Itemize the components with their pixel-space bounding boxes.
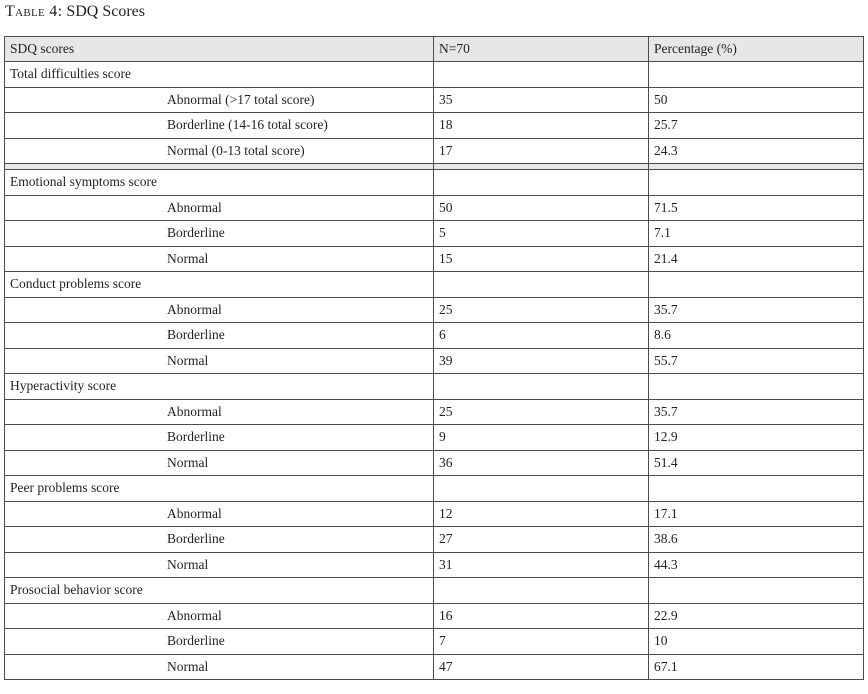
row-label: Abnormal: [5, 297, 434, 323]
row-n: 15: [434, 246, 649, 272]
row-percentage: 51.4: [649, 450, 864, 476]
section-row-hyperactivity: [5, 374, 864, 400]
section-row-peer-problems: [5, 476, 864, 502]
row-n: 36: [434, 450, 649, 476]
row-n: 9: [434, 425, 649, 451]
table-number: Table 4:: [5, 3, 63, 20]
empty-cell: [434, 476, 649, 502]
row-label: Normal: [5, 552, 434, 578]
table-row: [5, 297, 864, 323]
row-n: 27: [434, 527, 649, 553]
row-percentage: 35.7: [649, 399, 864, 425]
table-row: [5, 527, 864, 553]
row-label: Abnormal (>17 total score): [5, 87, 434, 113]
row-percentage: 7.1: [649, 221, 864, 247]
row-percentage: 17.1: [649, 501, 864, 527]
row-percentage: 8.6: [649, 323, 864, 349]
row-label: Normal: [5, 348, 434, 374]
section-title: Conduct problems score: [5, 272, 434, 298]
row-n: 17: [434, 138, 649, 164]
row-percentage: 44.3: [649, 552, 864, 578]
section-title: Hyperactivity score: [5, 374, 434, 400]
row-label: Borderline: [5, 629, 434, 655]
section-row-emotional-symptoms: [5, 170, 864, 196]
row-label: Borderline: [5, 425, 434, 451]
row-percentage: 24.3: [649, 138, 864, 164]
empty-cell: [434, 374, 649, 400]
row-label: Borderline: [5, 221, 434, 247]
row-percentage: 10: [649, 629, 864, 655]
table-row: [5, 654, 864, 680]
header-cell-percentage: Percentage (%): [649, 37, 864, 62]
empty-cell: [649, 374, 864, 400]
table-row: [5, 629, 864, 655]
table-row: [5, 195, 864, 221]
row-n: 18: [434, 113, 649, 139]
row-percentage: 38.6: [649, 527, 864, 553]
row-n: 31: [434, 552, 649, 578]
row-n: 39: [434, 348, 649, 374]
row-label: Abnormal: [5, 501, 434, 527]
row-percentage: 71.5: [649, 195, 864, 221]
empty-cell: [434, 272, 649, 298]
section-title: Total difficulties score: [5, 62, 434, 88]
table-caption: [5, 2, 145, 22]
empty-cell: [434, 578, 649, 604]
table-row: [5, 87, 864, 113]
row-percentage: 55.7: [649, 348, 864, 374]
section-row-prosocial-behavior: [5, 578, 864, 604]
empty-cell: [649, 476, 864, 502]
table-body: [5, 37, 864, 680]
empty-cell: [434, 62, 649, 88]
row-n: 16: [434, 603, 649, 629]
row-n: 25: [434, 399, 649, 425]
empty-cell: [649, 62, 864, 88]
section-row-total-difficulties: [5, 62, 864, 88]
table-row: [5, 399, 864, 425]
row-percentage: 25.7: [649, 113, 864, 139]
empty-cell: [434, 170, 649, 196]
row-n: 7: [434, 629, 649, 655]
row-label: Borderline: [5, 527, 434, 553]
table-row: [5, 425, 864, 451]
table-row: [5, 552, 864, 578]
table-row: [5, 221, 864, 247]
table-row: [5, 450, 864, 476]
row-n: 47: [434, 654, 649, 680]
row-n: 35: [434, 87, 649, 113]
table-row: [5, 138, 864, 164]
row-label: Abnormal: [5, 399, 434, 425]
table-row: [5, 113, 864, 139]
header-cell-sdq-scores: SDQ scores: [5, 37, 434, 62]
row-label: Borderline: [5, 323, 434, 349]
row-label: Normal: [5, 654, 434, 680]
row-n: 50: [434, 195, 649, 221]
section-title: Prosocial behavior score: [5, 578, 434, 604]
empty-cell: [649, 272, 864, 298]
row-percentage: 50: [649, 87, 864, 113]
table-row: [5, 323, 864, 349]
row-percentage: 22.9: [649, 603, 864, 629]
row-label: Borderline (14-16 total score): [5, 113, 434, 139]
row-label: Abnormal: [5, 603, 434, 629]
row-label: Normal (0-13 total score): [5, 138, 434, 164]
row-label: Normal: [5, 246, 434, 272]
sdq-scores-table: [4, 36, 864, 680]
row-percentage: 12.9: [649, 425, 864, 451]
table-row: [5, 246, 864, 272]
section-title: Emotional symptoms score: [5, 170, 434, 196]
row-label: Abnormal: [5, 195, 434, 221]
table-row: [5, 348, 864, 374]
row-percentage: 35.7: [649, 297, 864, 323]
section-row-conduct-problems: [5, 272, 864, 298]
section-title: Peer problems score: [5, 476, 434, 502]
row-n: 12: [434, 501, 649, 527]
row-n: 6: [434, 323, 649, 349]
row-n: 5: [434, 221, 649, 247]
table-row: [5, 501, 864, 527]
table-row: [5, 603, 864, 629]
header-row: [5, 37, 864, 62]
row-n: 25: [434, 297, 649, 323]
row-percentage: 21.4: [649, 246, 864, 272]
row-percentage: 67.1: [649, 654, 864, 680]
empty-cell: [649, 578, 864, 604]
table-title: SDQ Scores: [66, 3, 146, 20]
header-cell-n: N=70: [434, 37, 649, 62]
empty-cell: [649, 170, 864, 196]
row-label: Normal: [5, 450, 434, 476]
